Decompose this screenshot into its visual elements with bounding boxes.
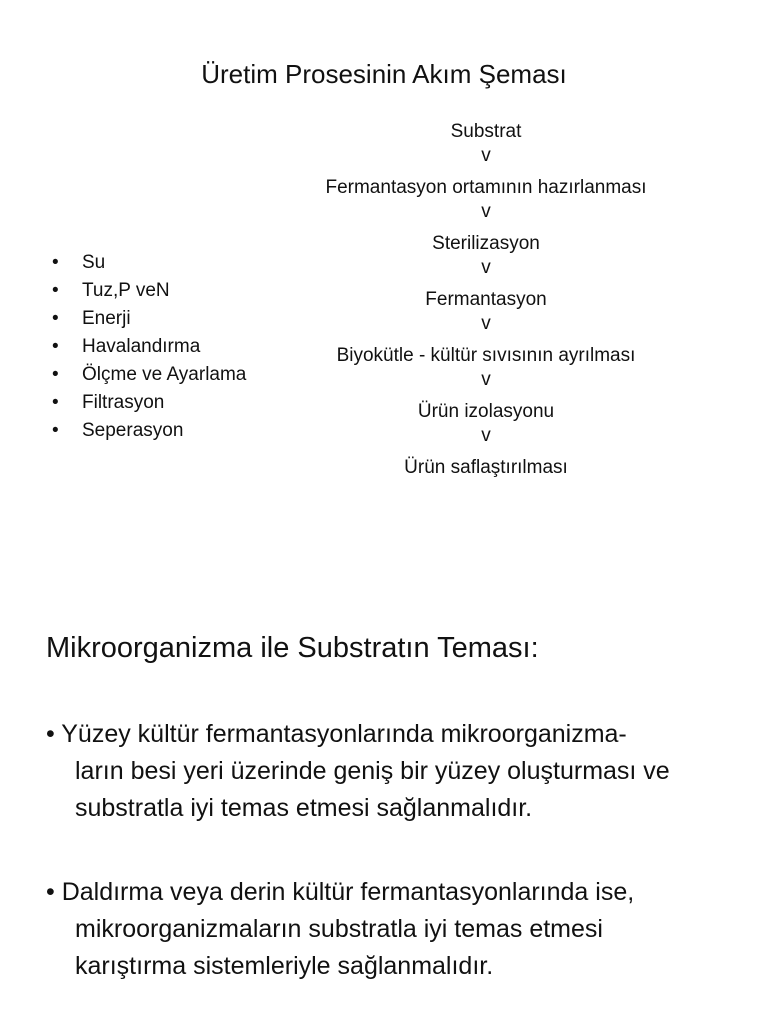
bullet-text: Filtrasyon — [82, 392, 165, 413]
bullet-marker: • — [52, 252, 59, 273]
flow-step-substrat: Substrat — [450, 121, 522, 142]
paragraph-line: • Daldırma veya derin kültür fermantasyonlarında ise, — [46, 878, 635, 906]
flow-arrow: v — [481, 145, 491, 166]
bullet-item — [52, 417, 246, 445]
bullet-marker: • — [52, 364, 59, 385]
bullet-marker: • — [52, 392, 59, 413]
bullet-item — [52, 333, 246, 361]
bullet-marker: • — [52, 336, 59, 357]
flow-step-product-isolation: Ürün izolasyonu — [417, 401, 555, 422]
paragraph-line: • Yüzey kültür fermantasyonlarında mikroorganizma- — [46, 720, 627, 748]
bullet-item — [52, 249, 246, 277]
flow-arrow: v — [481, 201, 491, 222]
flow-arrow: v — [481, 425, 491, 446]
bullet-marker: • — [52, 308, 59, 329]
bullet-text: Su — [82, 252, 106, 273]
paragraph-surface-culture — [46, 716, 736, 827]
flow-step-sterilization: Sterilizasyon — [432, 233, 540, 254]
slide-title: Üretim Prosesinin Akım Şeması — [201, 59, 567, 89]
flow-step-medium-preparation: Fermantasyon ortamının hazırlanması — [325, 177, 647, 198]
flow-arrow: v — [481, 257, 491, 278]
bullet-item — [52, 389, 246, 417]
paragraph-line: karıştırma sistemleriyle sağlanmalıdır. — [75, 952, 494, 980]
flow-step-biomass-separation: Biyokütle - kültür sıvısının ayrılması — [336, 345, 636, 366]
bullet-text: Enerji — [82, 308, 131, 329]
flow-arrow: v — [481, 369, 491, 390]
paragraph-line: substratla iyi temas etmesi sağlanmalıdır. — [75, 794, 533, 822]
paragraph-line: mikroorganizmaların substratla iyi temas etmesi — [75, 915, 603, 943]
bullet-item — [52, 305, 246, 333]
bullet-marker: • — [52, 420, 59, 441]
bullet-text: Seperasyon — [82, 420, 184, 441]
process-flow — [296, 118, 676, 482]
bullet-text: Tuz,P veN — [82, 280, 170, 301]
paragraph-submerged-culture — [46, 874, 736, 985]
bullet-text: Ölçme ve Ayarlama — [82, 364, 247, 385]
bullet-item — [52, 277, 246, 305]
bullet-marker: • — [52, 280, 59, 301]
bullet-item — [52, 361, 246, 389]
flow-step-product-purification: Ürün saflaştırılması — [404, 457, 568, 478]
section-title: Mikroorganizma ile Substratın Teması: — [46, 632, 539, 664]
input-bullet-list — [52, 249, 246, 445]
paragraph-line: ların besi yeri üzerinde geniş bir yüzey oluşturması ve — [75, 757, 670, 785]
bullet-text: Havalandırma — [82, 336, 201, 357]
flow-arrow: v — [481, 313, 491, 334]
flow-step-fermentation: Fermantasyon — [425, 289, 547, 310]
